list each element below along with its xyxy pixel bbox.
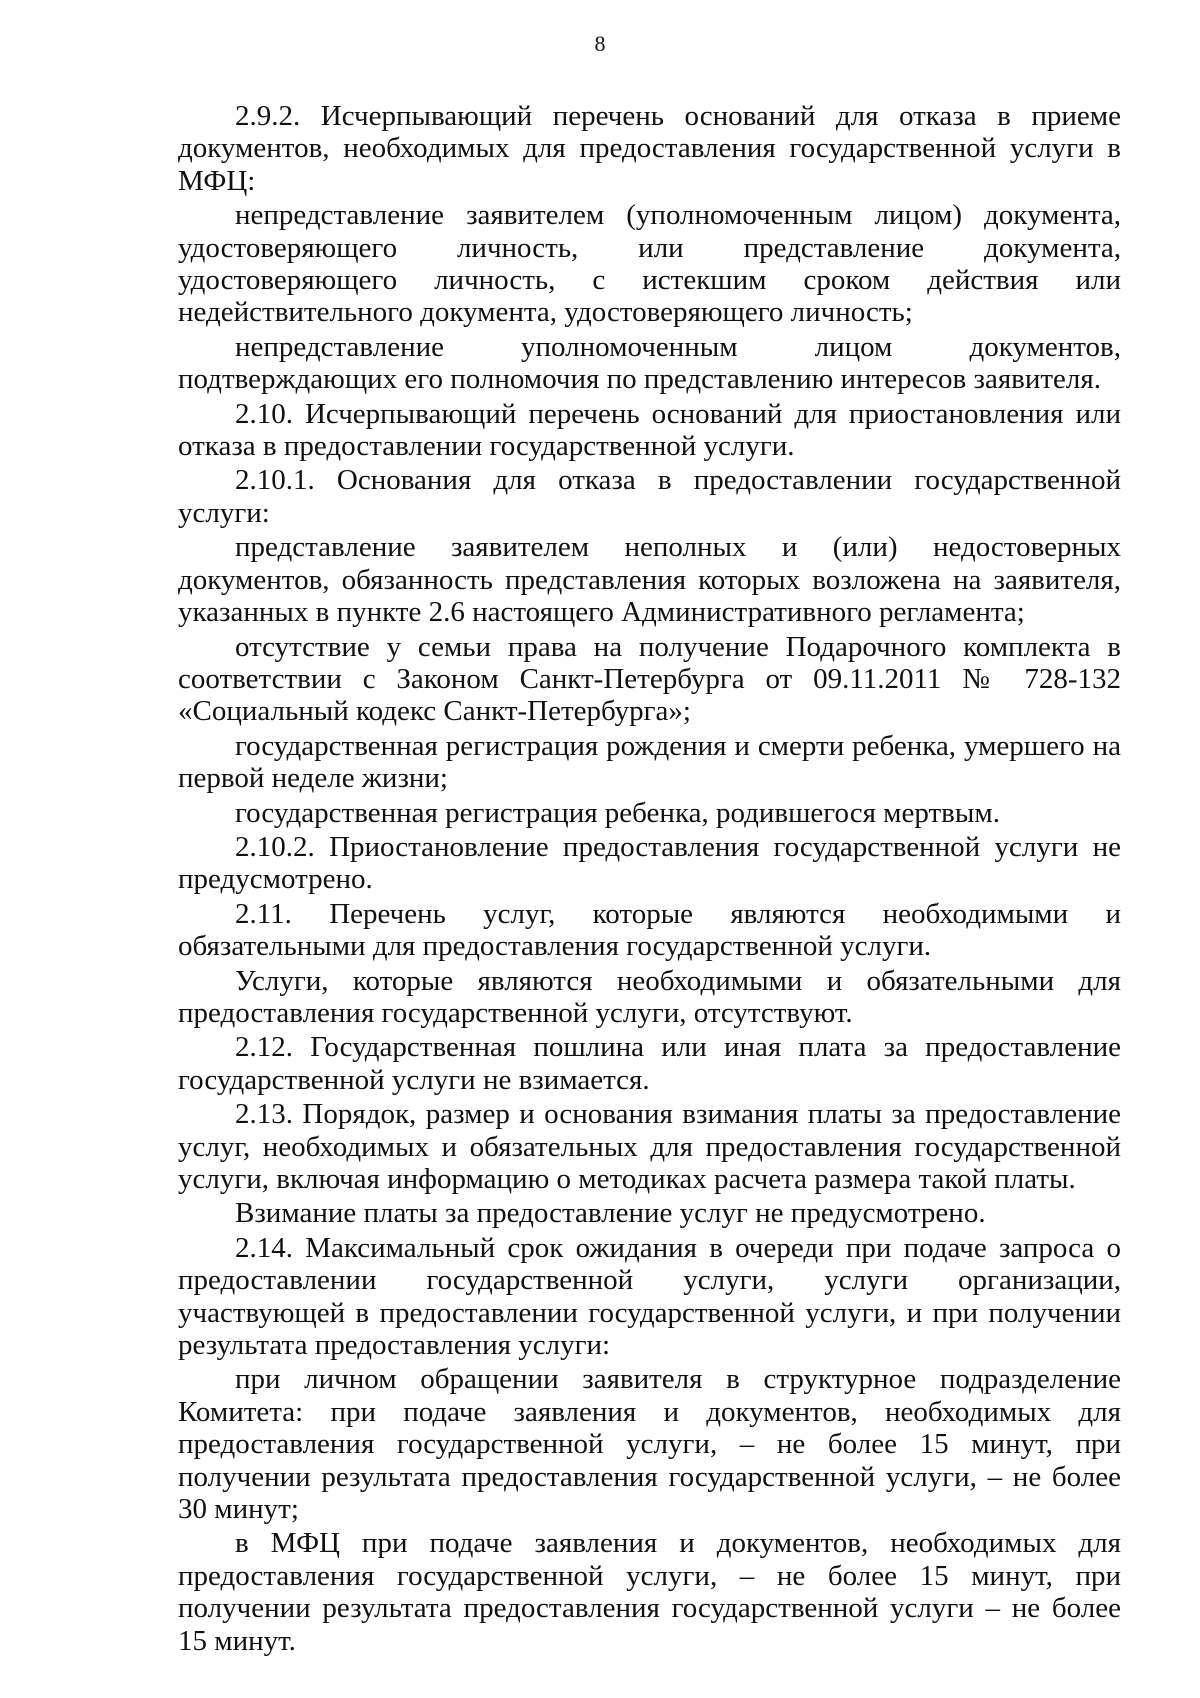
paragraph-2-10-2: 2.10.2. Приостановление предоставления государственной услуги не предусмотрено.	[178, 830, 1121, 896]
paragraph-committee-wait-time: при личном обращении заявителя в структурное подразделение Комитета: при подаче заявления и документов, необходимых для предоставления государственной услуги, – не более 15 минут, при получении результата предоставления государственной услуги, – не более 30 минут;	[178, 1363, 1121, 1526]
paragraph-identity-document: непредставление заявителем (уполномоченным лицом) документа, удостоверяющего личность, или представление документа, удостоверяющего личность, с истекшим сроком действия или недействительного документа, удостоверяющего личность;	[178, 199, 1121, 329]
paragraph-authority-documents: непредставление уполномоченным лицом документов, подтверждающих его полномочия по представлению интересов заявителя.	[178, 330, 1121, 396]
paragraph-2-10: 2.10. Исчерпывающий перечень оснований для приостановления или отказа в предоставлении государственной услуги.	[178, 397, 1121, 463]
paragraph-2-14: 2.14. Максимальный срок ожидания в очереди при подаче запроса о предоставлении государственной услуги, услуги организации, участвующей в предоставлении государственной услуги, и при получении результата предоставления услуги:	[178, 1231, 1121, 1362]
paragraph-mfc-wait-time: в МФЦ при подаче заявления и документов, необходимых для предоставления государственной услуги, – не более 15 минут, при получении результата предоставления государственной услуги – не более 15 минут.	[178, 1527, 1121, 1657]
paragraph-2-10-1: 2.10.1. Основания для отказа в предоставлении государственной услуги:	[178, 464, 1121, 529]
paragraph-incomplete-documents: представление заявителем неполных и (или) недостоверных документов, обязанность представления которых возложена на заявителя, указанных в пункте 2.6 настоящего Административного регламента;	[178, 531, 1121, 629]
paragraph-2-12: 2.12. Государственная пошлина или иная плата за предоставление государственной услуги не взимается.	[178, 1031, 1121, 1096]
paragraph-2-9-2: 2.9.2. Исчерпывающий перечень оснований для отказа в приеме документов, необходимых для предоставления государственной услуги в МФЦ:	[178, 100, 1121, 197]
paragraph-birth-death-registration: государственная регистрация рождения и смерти ребенка, умершего на первой неделе жизни;	[178, 729, 1121, 795]
document-body	[178, 100, 1121, 1659]
paragraph-fee-not-provided: Взимание платы за предоставление услуг не предусмотрено.	[235, 1197, 986, 1230]
paragraph-family-right: отсутствие у семьи права на получение Подарочного комплекта в соответствии с Законом Санкт-Петербурга от 09.11.2011 № 728-132 «Социальный кодекс Санкт-Петербурга»;	[178, 630, 1121, 728]
page-number: 8	[594, 31, 606, 56]
paragraph-2-11: 2.11. Перечень услуг, которые являются необходимыми и обязательными для предоставления государственной услуги.	[178, 897, 1121, 963]
paragraph-stillborn-registration: государственная регистрация ребенка, родившегося мертвым.	[235, 796, 1000, 829]
paragraph-2-13: 2.13. Порядок, размер и основания взимания платы за предоставление услуг, необходимых и обязательных для предоставления государственной услуги, включая информацию о методиках расчета размера такой платы.	[178, 1098, 1121, 1195]
paragraph-required-services: Услуги, которые являются необходимыми и обязательными для предоставления государственной услуги, отсутствуют.	[178, 964, 1121, 1029]
